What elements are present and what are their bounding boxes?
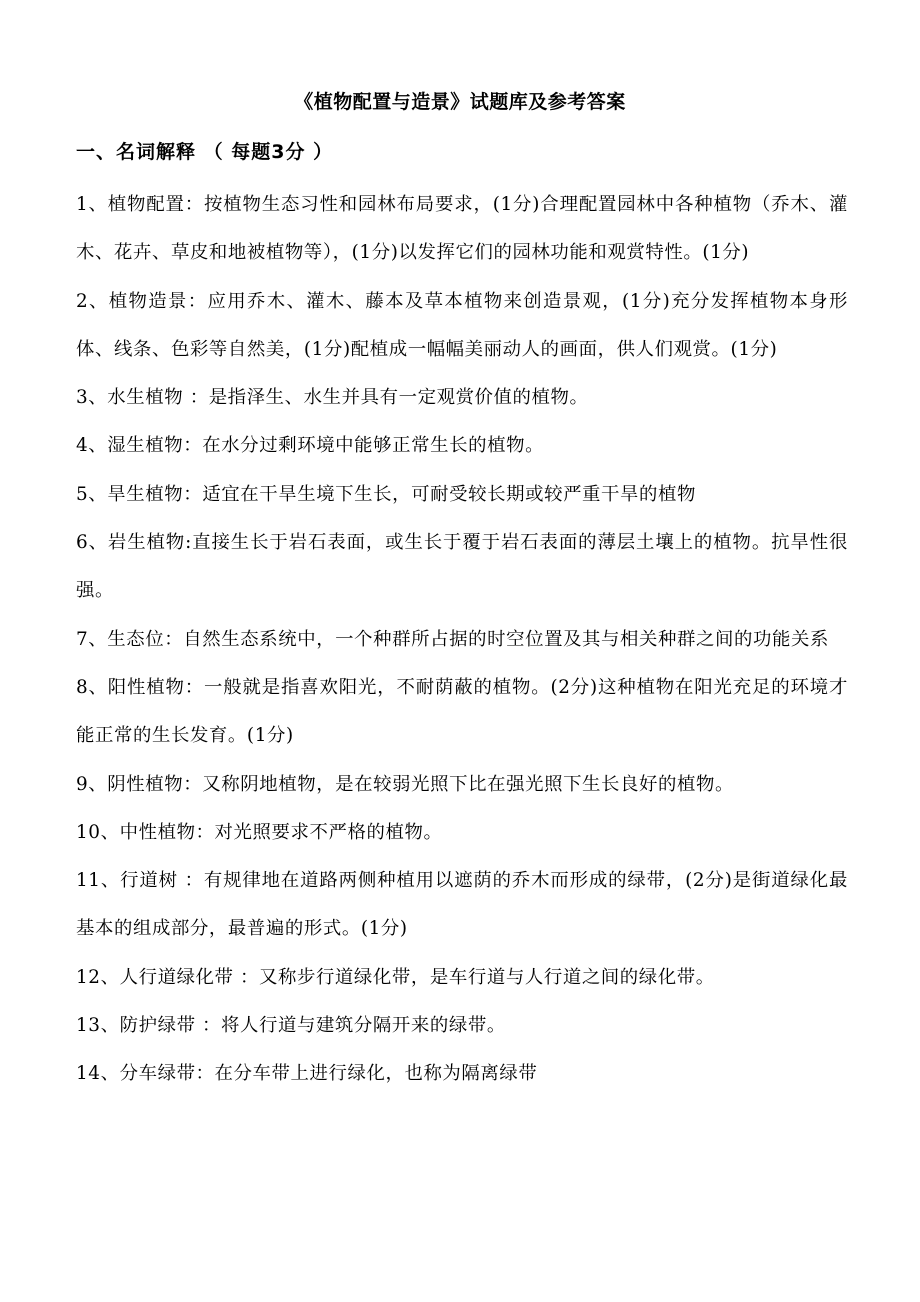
- definition-list: [76, 181, 848, 1099]
- definition-entry: 3、水生植物 ：是指泽生、水生并具有一定观赏价值的植物。: [76, 387, 589, 409]
- definition-entry: 7、生态位：自然生态系统中，一个种群所占据的时空位置及其与相关种群之间的功能关系: [76, 628, 829, 650]
- definition-entry: 5、旱生植物：适宜在干旱生境下生长，可耐受较长期或较严重干旱的植物: [76, 483, 697, 505]
- definition-entry: 10、中性植物：对光照要求不严格的植物。: [76, 821, 443, 843]
- definition-entry: 1、植物配置：按植物生态习性和园林布局要求，(1分)合理配置园林中各种植物（乔木、灌木、花卉、草皮和地被植物等），(1分)以发挥它们的园林功能和观赏特性。(1分): [76, 194, 848, 264]
- definition-entry: 12、人行道绿化带 ：又称步行道绿化带，是车行道与人行道之间的绿化带。: [76, 966, 715, 988]
- definition-entry: 2、植物造景：应用乔木、灌木、藤本及草本植物来创造景观，(1分)充分发挥植物本身形体、线条、色彩等自然美，(1分)配植成一幅幅美丽动人的画面，供人们观赏。(1分): [76, 290, 848, 360]
- definition-entry: 14、分车绿带：在分车带上进行绿化，也称为隔离绿带: [76, 1063, 538, 1085]
- definition-entry: 8、阳性植物：一般就是指喜欢阳光，不耐荫蔽的植物。(2分)这种植物在阳光充足的环境才能正常的生长发育。(1分): [76, 676, 848, 747]
- document-title: 《植物配置与造景》试题库及参考答案: [294, 91, 626, 113]
- definition-entry: 11、行道树 ：有规律地在道路两侧种植用以遮荫的乔木而形成的绿带，(2分)是街道绿化最基本的组成部分，最普遍的形式。(1分): [76, 870, 848, 940]
- definition-entry: 13、防护绿带 ：将人行道与建筑分隔开来的绿带。: [76, 1015, 506, 1037]
- definition-entry: 6、岩生植物:直接生长于岩石表面，或生长于覆于岩石表面的薄层土壤上的植物。抗旱性很强。: [76, 532, 848, 602]
- section-heading: 一、名词解释 （ 每题3分 ）: [76, 141, 334, 163]
- definition-entry: 9、阴性植物：又称阴地植物，是在较弱光照下比在强光照下生长良好的植物。: [76, 773, 734, 795]
- definition-entry: 4、湿生植物：在水分过剩环境中能够正常生长的植物。: [76, 435, 545, 457]
